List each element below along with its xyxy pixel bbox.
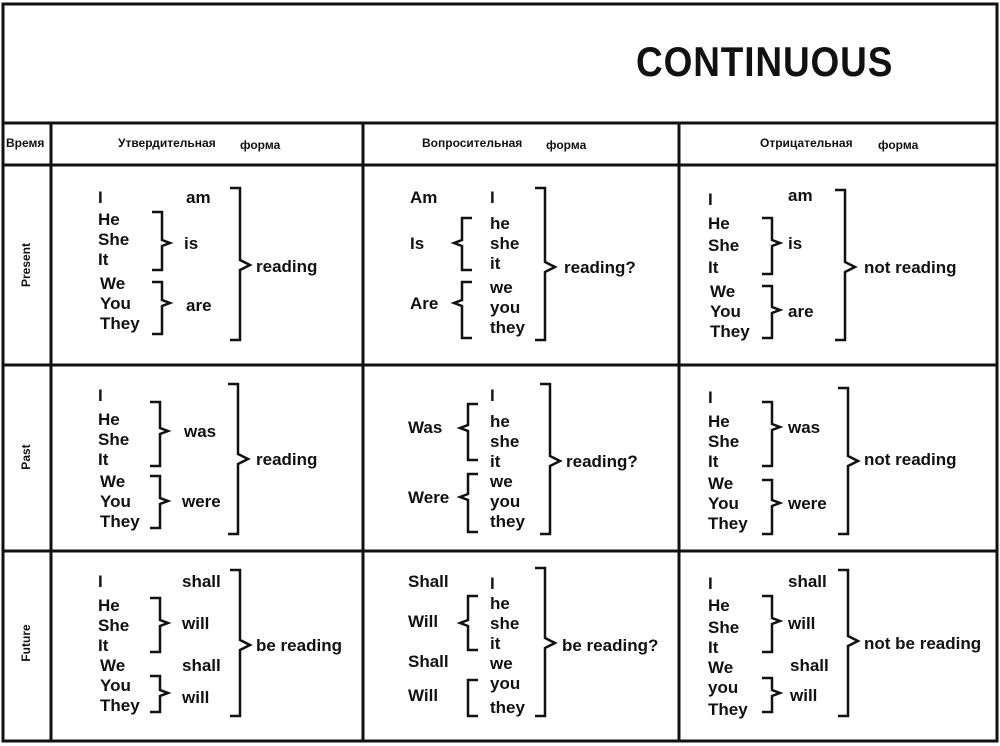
pronoun: You: [100, 294, 131, 313]
pronoun: She: [708, 618, 740, 637]
pronoun: they: [490, 512, 525, 531]
verb-is: is: [184, 234, 199, 253]
verb-is: is: [788, 234, 803, 253]
pronoun: we: [490, 472, 513, 491]
aux-verb: Shall: [408, 572, 449, 591]
pronoun: she: [490, 614, 520, 633]
pronoun: They: [708, 514, 748, 533]
pronoun: they: [490, 318, 525, 337]
pronoun: I: [708, 190, 713, 209]
page-title: CONTINUOUS: [636, 38, 894, 85]
pronoun: I: [490, 188, 495, 207]
pronoun: He: [98, 410, 120, 429]
pronoun: She: [98, 230, 130, 249]
pronoun: She: [708, 236, 740, 255]
verb-am: am: [186, 188, 211, 207]
pronoun: we: [490, 654, 513, 673]
pronoun: It: [708, 452, 719, 471]
pronoun: It: [98, 250, 109, 269]
pronoun: She: [708, 432, 740, 451]
main-verb: reading?: [566, 452, 638, 471]
main-verb: not reading: [864, 450, 957, 469]
pronoun: You: [710, 302, 741, 321]
pronoun: We: [100, 274, 126, 293]
main-verb: not be reading: [864, 634, 982, 653]
pronoun: He: [98, 210, 120, 229]
header-affirmative-form: форма: [240, 138, 281, 152]
main-verb: be reading: [256, 636, 342, 655]
pronoun: they: [490, 698, 525, 717]
pronoun: it: [490, 452, 501, 471]
header-time: Время: [6, 136, 45, 150]
pronoun: she: [490, 432, 520, 451]
pronoun: We: [710, 282, 736, 301]
pronoun: You: [100, 492, 131, 511]
verb-am: am: [788, 186, 813, 205]
aux-verb: Are: [410, 294, 439, 313]
pronoun: I: [490, 386, 495, 405]
verb-shall: shall: [182, 572, 221, 591]
pronoun-i: I: [98, 188, 103, 207]
pronoun: It: [708, 638, 719, 657]
verb-are: are: [186, 296, 212, 315]
aux-verb: Will: [408, 612, 439, 631]
pronoun: It: [98, 450, 109, 469]
pronoun: you: [708, 678, 739, 697]
pronoun: he: [490, 412, 510, 431]
header-interrogative-form: форма: [546, 138, 587, 152]
pronoun: it: [490, 254, 501, 273]
row-label-future: Future: [19, 624, 33, 662]
pronoun: He: [708, 596, 730, 615]
pronoun: I: [708, 388, 713, 407]
main-verb: reading: [256, 257, 318, 276]
pronoun: He: [98, 596, 120, 615]
pronoun: he: [490, 214, 510, 233]
pronoun: I: [490, 574, 495, 593]
main-verb: reading?: [564, 258, 636, 277]
verb-was: was: [788, 418, 821, 437]
pronoun: you: [490, 674, 521, 693]
row-label-present: Present: [19, 242, 33, 288]
pronoun: You: [708, 494, 739, 513]
main-verb: not reading: [864, 258, 957, 277]
pronoun: It: [98, 636, 109, 655]
aux-verb: Shall: [408, 652, 449, 671]
aux-verb: Were: [408, 488, 450, 507]
header-negative-word: Отрицательная: [760, 136, 853, 150]
verb-will: will: [790, 686, 818, 705]
verb-was: was: [184, 422, 217, 441]
verb-will: will: [788, 614, 816, 633]
verb-will: will: [182, 614, 210, 633]
aux-verb: Am: [410, 188, 438, 207]
pronoun: They: [708, 700, 748, 719]
aux-verb: Will: [408, 686, 439, 705]
pronoun: It: [708, 258, 719, 277]
header-affirmative-word: Утвердительная: [118, 136, 216, 150]
pronoun: He: [708, 412, 730, 431]
main-verb: reading: [256, 450, 318, 469]
pronoun: it: [490, 634, 501, 653]
pronoun: he: [490, 594, 510, 613]
verb-were: were: [182, 492, 221, 511]
pronoun: I: [708, 574, 713, 593]
verb-shall: shall: [790, 656, 829, 675]
pronoun: She: [98, 430, 130, 449]
verb-shall: shall: [182, 656, 221, 675]
pronoun: you: [490, 298, 521, 317]
pronoun: She: [98, 616, 130, 635]
pronoun: They: [710, 322, 750, 341]
pronoun: He: [708, 214, 730, 233]
pronoun: you: [490, 492, 521, 511]
pronoun: You: [100, 676, 131, 695]
aux-verb: Was: [408, 418, 443, 437]
pronoun: They: [100, 314, 140, 333]
pronoun: We: [708, 658, 734, 677]
verb-are: are: [788, 302, 814, 321]
pronoun: we: [490, 278, 513, 297]
pronoun: They: [100, 696, 140, 715]
verb-shall: shall: [788, 572, 827, 591]
pronoun: I: [98, 386, 103, 405]
aux-verb: Is: [410, 234, 425, 253]
main-verb: be reading?: [562, 636, 659, 655]
pronoun: I: [98, 572, 103, 591]
verb-will: will: [182, 688, 210, 707]
header-interrogative-word: Вопросительная: [422, 136, 523, 150]
pronoun: she: [490, 234, 520, 253]
pronoun: They: [100, 512, 140, 531]
verb-were: were: [788, 494, 827, 513]
pronoun: We: [100, 656, 126, 675]
row-label-past: Past: [19, 444, 33, 470]
header-negative-form: форма: [878, 138, 919, 152]
pronoun: We: [100, 472, 126, 491]
pronoun: We: [708, 474, 734, 493]
